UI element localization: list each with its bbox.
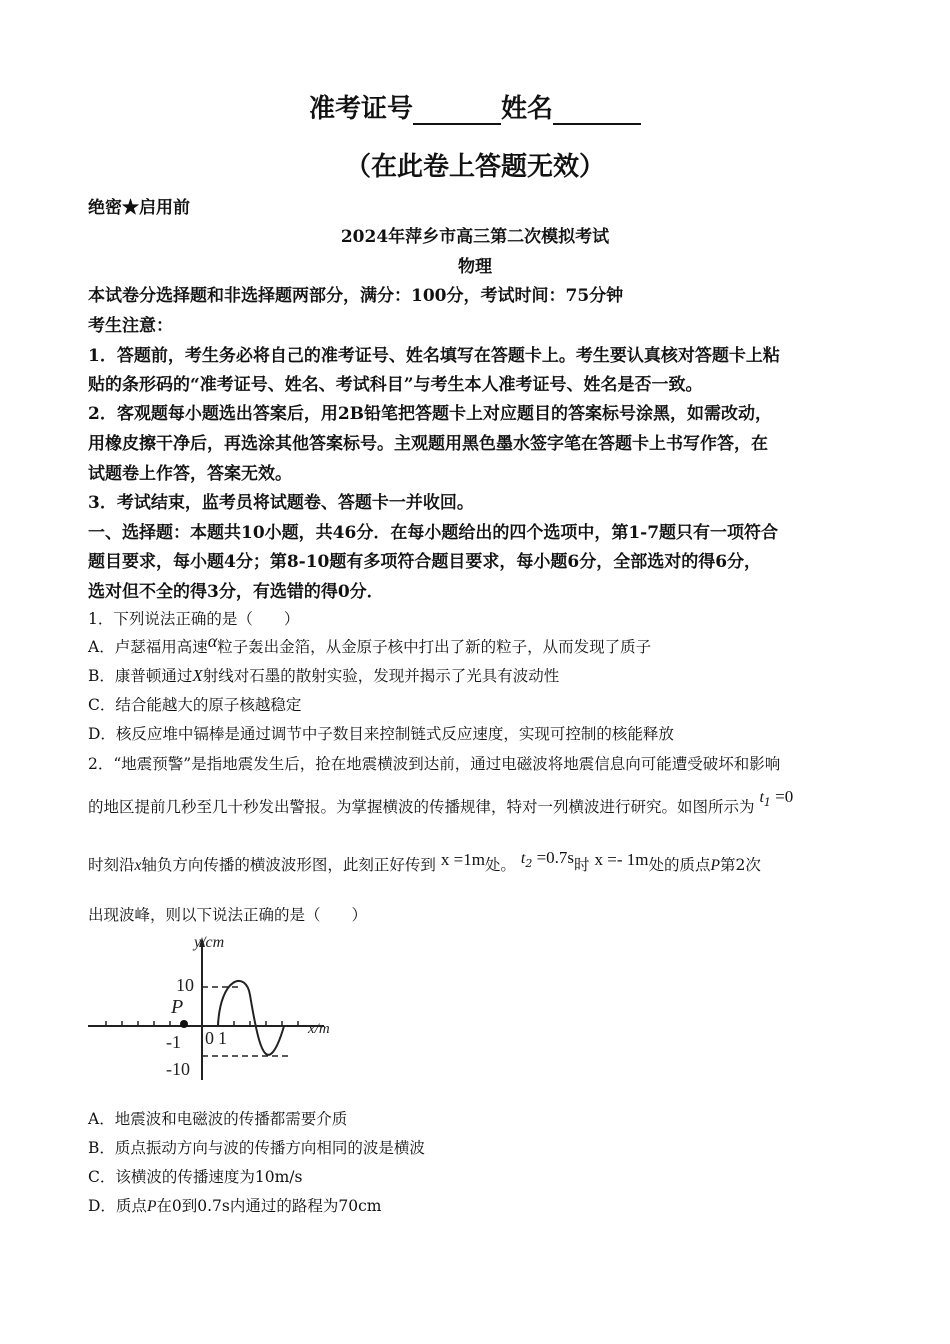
q1-stem: 1．下列说法正确的是（ ） (88, 610, 300, 628)
q1-option-a-pre: A．卢瑟福用高速 (88, 638, 208, 656)
t2-symbol: t (520, 850, 526, 867)
q2-option-a[interactable]: A．地震波和电磁波的传播都需要介质 (88, 1110, 348, 1128)
subject-title: 物理 (458, 257, 492, 277)
wave-figure (88, 925, 348, 1085)
q2-line3-c: 处。 (484, 856, 516, 874)
q2-line3-f: 第2次 (719, 856, 761, 874)
q2-line3-b: 轴负方向传播的横波波形图，此刻正好传到 (141, 856, 436, 874)
q1-option-d[interactable]: D．核反应堆中镉棒是通过调节中子数目来控制链式反应速度，实现可控制的核能释放 (88, 725, 674, 743)
q2-stem-line3 (88, 848, 761, 877)
x-equals-neg1m: x =- 1m (594, 850, 649, 869)
q1-option-a[interactable] (88, 631, 652, 657)
notice-line: 2．客观题每小题选出答案后，用2B铅笔把答题卡上对应题目的答案标号涂黑，如需改动， (88, 404, 773, 424)
q1-option-b[interactable] (88, 664, 559, 686)
admission-number-label: 准考证号 (308, 94, 413, 124)
t1-symbol: t (759, 789, 764, 806)
notice-line: 贴的条形码的“准考证号、姓名、考试科目”与考生本人准考证号、姓名是否一致。 (88, 375, 703, 395)
q2-line2-text: 的地区提前几秒至几十秒发出警报。为掌握横波的传播规律，特对一列横波进行研究。如图所示为 (88, 798, 755, 816)
q2-line3-e: 处的质点 (648, 856, 711, 874)
t1-subscript: 1 (763, 796, 771, 810)
t1-expression (759, 787, 794, 810)
q1-option-a-post: 粒子轰出金箔，从金原子核中打出了新的粒子，从而发现了质子 (217, 638, 652, 656)
q2-option-c[interactable]: C．该横波的传播速度为10m/s (88, 1168, 303, 1186)
y-axis-label: y/cm (194, 934, 225, 951)
admission-name-header (0, 88, 950, 125)
section-heading-line: 选对但不全的得3分，有选错的得0分． (88, 582, 384, 602)
q1-option-b-post: 射线对石墨的散射实验，发现并揭示了光具有波动性 (202, 667, 560, 685)
alpha-symbol: α (207, 631, 218, 651)
section-heading-line: 一、选择题：本题共10小题，共46分．在每小题给出的四个选项中，第1-7题只有一项符合 (88, 523, 779, 543)
q2-stem-line1: 2．“地震预警”是指地震发生后，抢在地震横波到达前，通过电磁波将地震信息向可能遭受破坏和影响 (88, 755, 781, 773)
q2-option-d[interactable] (88, 1194, 381, 1216)
exam-info: 本试卷分选择题和非选择题两部分，满分：100分，考试时间：75分钟 (88, 286, 624, 306)
notice-line: 用橡皮擦干净后，再选涂其他答案标号。主观题用黑色墨水签字笔在答题卡上书写作答，在 (88, 434, 768, 454)
q1-option-b-pre: B．康普顿通过 (88, 667, 193, 685)
invalid-note: （在此卷上答题无效） (344, 152, 605, 182)
section-heading-line: 题目要求，每小题4分；第8-10题有多项符合题目要求，每小题6分，全部选对的得6分， (88, 552, 762, 572)
tick-label-10: 10 (176, 975, 194, 995)
x-ray-symbol: X (192, 666, 203, 685)
x-equals-1m: x =1m (440, 850, 485, 869)
q2-option-d-pre: D．质点 (88, 1197, 147, 1215)
notice-line: 1．答题前，考生务必将自己的准考证号、姓名填写在答题卡上。考生要认真核对答题卡上粘 (88, 346, 780, 366)
tick-label-1: 1 (218, 1028, 227, 1048)
secret-label: 绝密★启用前 (88, 198, 190, 218)
q2-line3-d: 时 (574, 856, 590, 874)
tick-label-neg10: -10 (166, 1059, 190, 1079)
x-symbol: x (134, 857, 142, 874)
point-p-marker (180, 1020, 188, 1028)
point-p-label: P (171, 996, 184, 1018)
t2-expression (520, 848, 575, 871)
q2-stem-line2 (88, 787, 794, 819)
notice-line: 试题卷上作答，答案无效。 (88, 464, 292, 484)
t2-subscript: 2 (525, 857, 533, 871)
point-p-symbol: P (710, 857, 720, 874)
exam-title: 2024年萍乡市高三第二次模拟考试 (340, 227, 610, 247)
q2-line3-a: 时刻沿 (88, 856, 135, 874)
name-blank[interactable] (553, 101, 641, 125)
q2-option-d-post: 在0到0.7s内通过的路程为70cm (156, 1197, 382, 1215)
q2-stem-line4: 出现波峰，则以下说法正确的是（ ） (88, 906, 368, 924)
notice-title: 考生注意： (88, 316, 173, 336)
t1-value: =0 (770, 787, 794, 806)
notice-line: 3．考试结束，监考员将试题卷、答题卡一并收回。 (88, 493, 474, 513)
point-p-symbol: P (146, 1198, 157, 1215)
amplitude-guides (202, 987, 288, 1056)
tick-label-neg1: -1 (166, 1032, 181, 1052)
wave-curve (218, 981, 284, 1055)
name-label: 姓名 (501, 94, 554, 124)
q2-option-b[interactable]: B．质点振动方向与波的传播方向相同的波是横波 (88, 1139, 425, 1157)
admission-number-blank[interactable] (413, 101, 501, 125)
t2-value: =0.7s (532, 848, 575, 867)
tick-label-0: 0 (205, 1028, 214, 1048)
q1-option-c[interactable]: C．结合能越大的原子核越稳定 (88, 696, 302, 714)
x-axis-label: x/m (308, 1021, 330, 1037)
